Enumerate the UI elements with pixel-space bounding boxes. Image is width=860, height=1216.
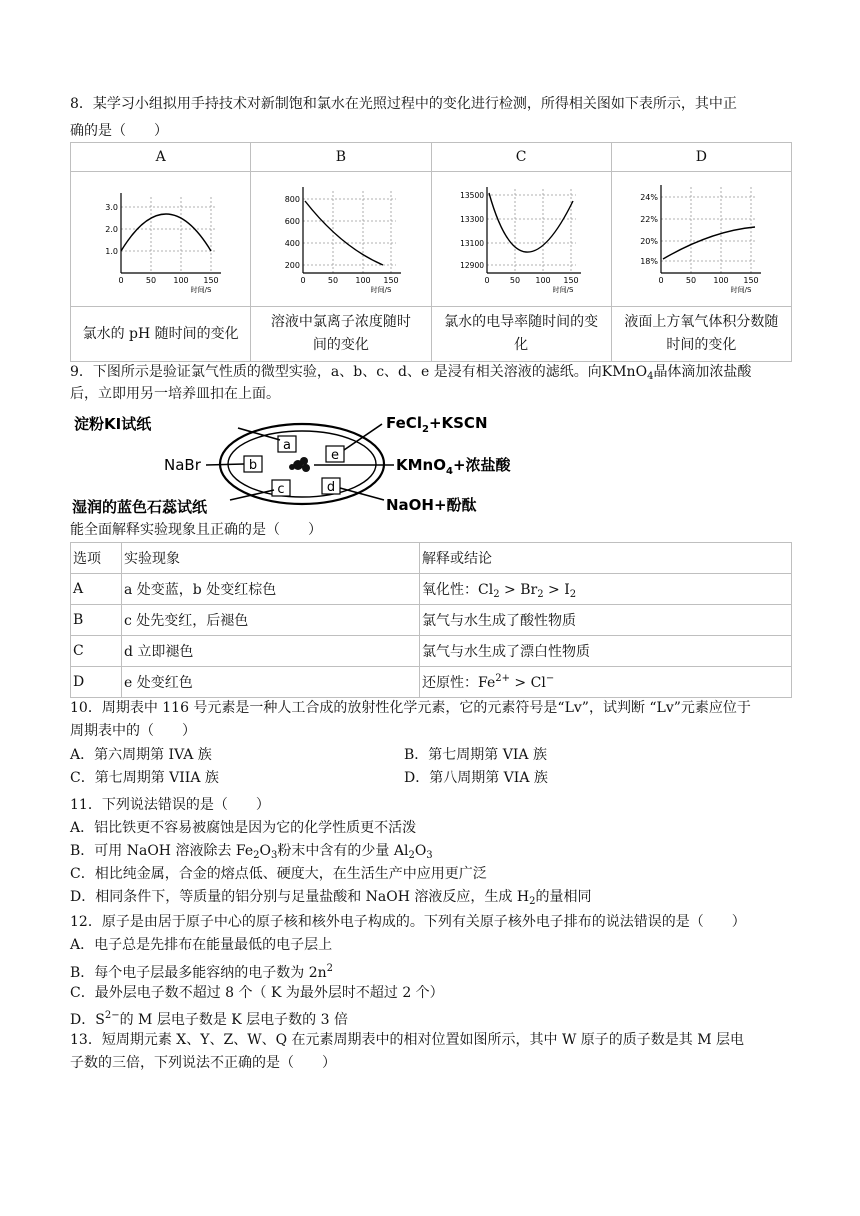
paper-d-label: d — [326, 480, 336, 495]
q10-option-d: D．第八周期第 VIA 族 — [404, 770, 548, 786]
q8b-ytick-2: 400 — [284, 239, 300, 248]
q9-row-d-conclusion: 还原性：$Fe^{2+} > Cl^-$ — [420, 667, 792, 698]
q8a-xtick-3: 150 — [202, 276, 219, 285]
q9-row-a-conclusion: 氧化性：$Cl_2 > Br_2 > I_2$ — [420, 574, 792, 605]
q8c-xtick-1: 50 — [510, 276, 521, 285]
q9-header-phenomenon: 实验现象 — [122, 543, 420, 574]
q8c-ytick-2: 13100 — [460, 239, 485, 248]
q11-option-b: B．可用 NaOH 溶液除去 $Fe_2O_3$粉末中含有的少量 $Al_2O_3$ — [70, 843, 433, 861]
q8a-xtick-1: 50 — [145, 276, 156, 285]
q9-row-b-conclusion: 氯气与水生成了酸性物质 — [420, 605, 792, 636]
q8-caption-b: 溶液中氯离子浓度随时 间的变化 — [251, 307, 431, 362]
q8c-xtick-2: 100 — [535, 276, 551, 285]
q8-chart-b — [271, 177, 411, 297]
q8c-ytick-1: 13300 — [460, 215, 485, 224]
q8c-ytick-0: 13500 — [460, 191, 485, 200]
q9-row-d-option: D — [71, 667, 122, 698]
label-fecl2-kscn: FeCl$_2$+KSCN — [386, 414, 488, 435]
q9-row-a-phenomenon: a 处变蓝，b 处变红棕色 — [122, 574, 420, 605]
q12-option-d: D．$S^{2-}$的 M 层电子数是 K 层电子数的 3 倍 — [70, 1010, 348, 1028]
q10-option-c: C．第七周期第 VIIA 族 — [70, 770, 219, 786]
q10-option-a: A．第六周期第 IVA 族 — [70, 747, 212, 763]
q8b-ytick-0: 800 — [284, 195, 300, 204]
q8-chart-cell-b — [251, 172, 431, 307]
q8c-xlabel: 时间/S — [552, 286, 574, 294]
q9-row-b-phenomenon: c 处先变红，后褪色 — [122, 605, 420, 636]
q9-header-option: 选项 — [71, 543, 122, 574]
q8a-ytick-0: 3.0 — [104, 203, 118, 212]
label-litmus-paper: 湿润的蓝色石蕊试纸 — [72, 498, 208, 516]
q8c-xtick-0: 0 — [484, 276, 490, 285]
q8b-xlabel: 时间/S — [370, 286, 392, 294]
q8-header-d: D — [611, 143, 791, 172]
q8-caption-c: 氯水的电导率随时间的变 化 — [431, 307, 611, 362]
paper-a-label: a — [283, 438, 291, 453]
label-naoh-phenolphthalein: NaOH+酚酞 — [386, 496, 477, 514]
label-starch-ki-paper: 淀粉KI试纸 — [74, 415, 152, 433]
q9-row-d-phenomenon: e 处变红色 — [122, 667, 420, 698]
q8-table — [70, 142, 792, 362]
q12-stem: 12．原子是由居于原子中心的原子核和核外电子构成的。下列有关原子核外电子排布的说法错误的是（ ） — [70, 914, 746, 930]
q9-stem-line2: 后，立即用另一培养皿扣在上面。 — [70, 386, 280, 402]
q12-option-c: C．最外层电子数不超过 8 个（ K 为最外层时不超过 2 个） — [70, 985, 444, 1001]
q8d-xtick-2: 100 — [713, 276, 730, 285]
paper-e-label: e — [331, 448, 339, 463]
q8a-ytick-2: 1.0 — [104, 247, 118, 256]
q8-chart-a — [91, 177, 231, 297]
q8b-ytick-3: 200 — [284, 261, 300, 270]
q9-row-b-option: B — [71, 605, 122, 636]
q9-header-conclusion: 解释或结论 — [420, 543, 792, 574]
q8c-xtick-3: 150 — [563, 276, 579, 285]
q9-stem-line1: 9．下图所示是验证氯气性质的微型实验，a、b、c、d、e 是浸有相关溶液的滤纸。向KMnO$_4$晶体滴加浓盐酸 — [70, 364, 752, 382]
q8-caption-a: 氯水的 pH 随时间的变化 — [71, 307, 251, 362]
q10-stem-line2: 周期表中的（ ） — [70, 723, 196, 739]
q8d-ytick-3: 18% — [640, 257, 659, 266]
q8a-xtick-0: 0 — [118, 276, 124, 285]
q8a-xtick-2: 100 — [172, 276, 189, 285]
q8-chart-cell-c — [431, 172, 611, 307]
q9-row-a-option: A — [71, 574, 122, 605]
q8a-xlabel: 时间/S — [190, 286, 212, 294]
q9-row-c-conclusion: 氯气与水生成了漂白性物质 — [420, 636, 792, 667]
q12-option-b: B．每个电子层最多能容纳的电子数为 $2n^2$ — [70, 963, 334, 981]
q8b-xtick-2: 100 — [355, 276, 371, 285]
q8-header-b: B — [251, 143, 431, 172]
q8d-xtick-3: 150 — [743, 276, 760, 285]
q8a-ytick-1: 2.0 — [104, 225, 118, 234]
q8d-ytick-1: 22% — [640, 215, 659, 224]
q8b-xtick-3: 150 — [383, 276, 399, 285]
q10-option-b: B．第七周期第 VIA 族 — [404, 747, 547, 763]
q8d-ytick-2: 20% — [640, 237, 659, 246]
q13-stem-line1: 13．短周期元素 X、Y、Z、W、Q 在元素周期表中的相对位置如图所示，其中 W 原子的质子数是其 M 层电 — [70, 1032, 745, 1048]
q8d-xlabel: 时间/S — [730, 286, 752, 294]
q11-stem: 11．下列说法错误的是（ ） — [70, 797, 270, 813]
q11-option-a: A．铝比铁更不容易被腐蚀是因为它的化学性质更不活泼 — [70, 820, 417, 836]
label-kmno4-hcl: KMnO$_4$+浓盐酸 — [396, 456, 511, 477]
paper-b-label: b — [248, 458, 258, 473]
q8d-ytick-0: 24% — [640, 193, 659, 202]
q9-experiment-diagram — [70, 404, 530, 522]
q11-option-d: D．相同条件下，等质量的铝分别与足量盐酸和 NaOH 溶液反应，生成 $H_2$的量相同 — [70, 889, 592, 907]
q8-caption-d: 液面上方氧气体积分数随 时间的变化 — [611, 307, 791, 362]
q9-row-c-phenomenon: d 立即褪色 — [122, 636, 420, 667]
q8b-ytick-1: 600 — [284, 217, 300, 226]
q8-chart-d — [631, 177, 771, 297]
paper-c-label: c — [277, 482, 285, 497]
q9-question: 能全面解释实验现象且正确的是（ ） — [70, 522, 322, 538]
q9-table — [70, 542, 792, 698]
q8-header-a: A — [71, 143, 251, 172]
q11-option-c: C．相比纯金属，合金的熔点低、硬度大，在生活生产中应用更广泛 — [70, 866, 487, 882]
q8b-xtick-0: 0 — [300, 276, 306, 285]
q8c-ytick-3: 12900 — [460, 261, 485, 270]
q8-stem-line2: 确的是（ ） — [70, 123, 168, 139]
q8b-xtick-1: 50 — [327, 276, 338, 285]
q13-stem-line2: 子数的三倍，下列说法不正确的是（ ） — [70, 1055, 336, 1071]
q9-row-c-option: C — [71, 636, 122, 667]
q8-chart-cell-a — [71, 172, 251, 307]
q8d-xtick-0: 0 — [658, 276, 664, 285]
q8-header-c: C — [431, 143, 611, 172]
q8d-xtick-1: 50 — [686, 276, 697, 285]
kmno4-crystal — [289, 457, 310, 472]
q8-stem-line1: 8．某学习小组拟用手持技术对新制饱和氯水在光照过程中的变化进行检测，所得相关图如下表所示，其中正 — [70, 96, 737, 112]
q12-option-a: A．电子总是先排布在能量最低的电子层上 — [70, 937, 333, 953]
q8-chart-cell-d — [611, 172, 791, 307]
q10-stem-line1: 10．周期表中 116 号元素是一种人工合成的放射性化学元素，它的元素符号是“Lv”，试判断 “Lv”元素应位于 — [70, 700, 751, 716]
q8-chart-c — [451, 177, 591, 297]
label-nabr: NaBr — [164, 456, 201, 474]
